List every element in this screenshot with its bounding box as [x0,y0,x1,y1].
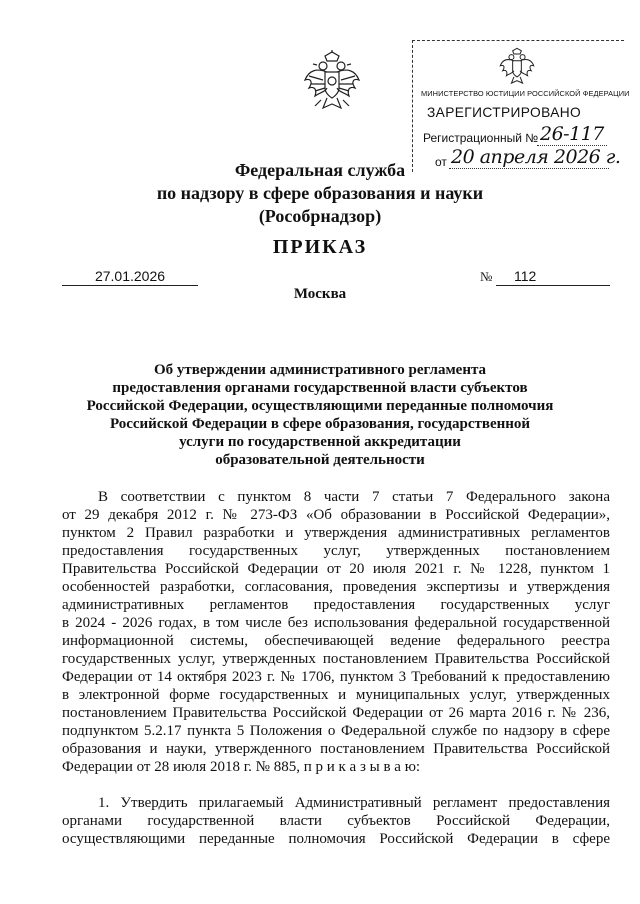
body-line: особенностей разработки, согласования, проведения экспертизы и утверждения [62,579,610,595]
body-line: В соответствии с пунктом 8 части 7 статьи 7 Федерального закона [98,489,610,505]
body-line: предоставления государственных услуг, утвержденных постановлением [62,543,610,559]
subject-line: услуги по государственной аккредитации [179,434,461,450]
stamp-date-prefix: от [435,155,447,169]
body-line: образования и науки, утвержденного постановлением Правительства Российской [62,741,610,757]
subject-line: образовательной деятельности [215,452,425,468]
body-line: в 2024 - 2026 годах, в том числе без использования федеральной государственной [62,615,610,631]
order-number: 112 [496,268,610,286]
order-number-sign: № [480,269,493,284]
item-line: 1. Утвердить прилагаемый Административный регламент предоставления [98,795,610,811]
body-line: Правительства Российской Федерации от 20 июля 2021 г. № 1228, пунктом 1 [62,561,610,577]
agency-name: Федеральная служба [234,160,406,180]
agency-short-name: (Рособрнадзор) [258,206,382,226]
stamp-reg-label: Регистрационный № [423,131,539,145]
subject-line: Об утверждении административного регламента [153,362,487,378]
stamp-reg-number: 26-117 [540,123,604,145]
order-city: Москва [293,286,347,302]
body-line: Федерации от 14 октября 2023 г. № 1706, пунктом 3 Требований к предоставлению [62,669,610,685]
registration-stamp [412,40,630,172]
stamp-registered-label: ЗАРЕГИСТРИРОВАНО [427,104,582,120]
stamp-date: 20 апреля 2026 г. [451,146,621,168]
subject-line: Российской Федерации в сфере образования, государственной [109,416,531,432]
subject-line: предоставления органами государственной власти субъектов [112,380,528,396]
body-line: от 29 декабря 2012 г. № 273-ФЗ «Об образовании в Российской Федерации», [62,507,610,523]
body-line: государственных услуг, утвержденных постановлением Правительства Российской [62,651,610,667]
document-title: ПРИКАЗ [272,236,368,258]
item-line: органами государственной власти субъектов Российской Федерации, [62,813,610,829]
body-line: подпунктом 5.2.17 пункта 5 Положения о Федеральной службе по надзору в сфере [62,723,610,739]
item-line: осуществляющими переданные полномочия Российской Федерации в сфере [62,831,610,847]
subject-line: Российской Федерации, осуществляющими переданные полномочия [86,398,554,414]
agency-subtitle: по надзору в сфере образования и науки [156,183,484,203]
stamp-ministry-name: МИНИСТЕРСТВО ЮСТИЦИИ РОССИЙСКОЙ ФЕДЕРАЦИИ [421,89,630,98]
body-line: в электронной форме государственных и муниципальных услуг, утвержденных [62,687,610,703]
body-line: пунктом 2 Правил разработки и утверждения административных регламентов [62,525,610,541]
body-line: постановлением Правительства Российской Федерации от 26 марта 2016 г. № 236, [62,705,610,721]
body-line: информационной системы, обеспечивающей ведение федерального реестра [62,633,610,649]
order-date: 27.01.2026 [62,268,198,286]
coat-of-arms-icon [499,47,535,87]
coat-of-arms-icon [303,50,361,114]
body-line: Федерации от 28 июля 2018 г. № 885, п р и к а з ы в а ю: [62,759,421,775]
body-line: административных регламентов предоставления государственных услуг [62,597,610,613]
